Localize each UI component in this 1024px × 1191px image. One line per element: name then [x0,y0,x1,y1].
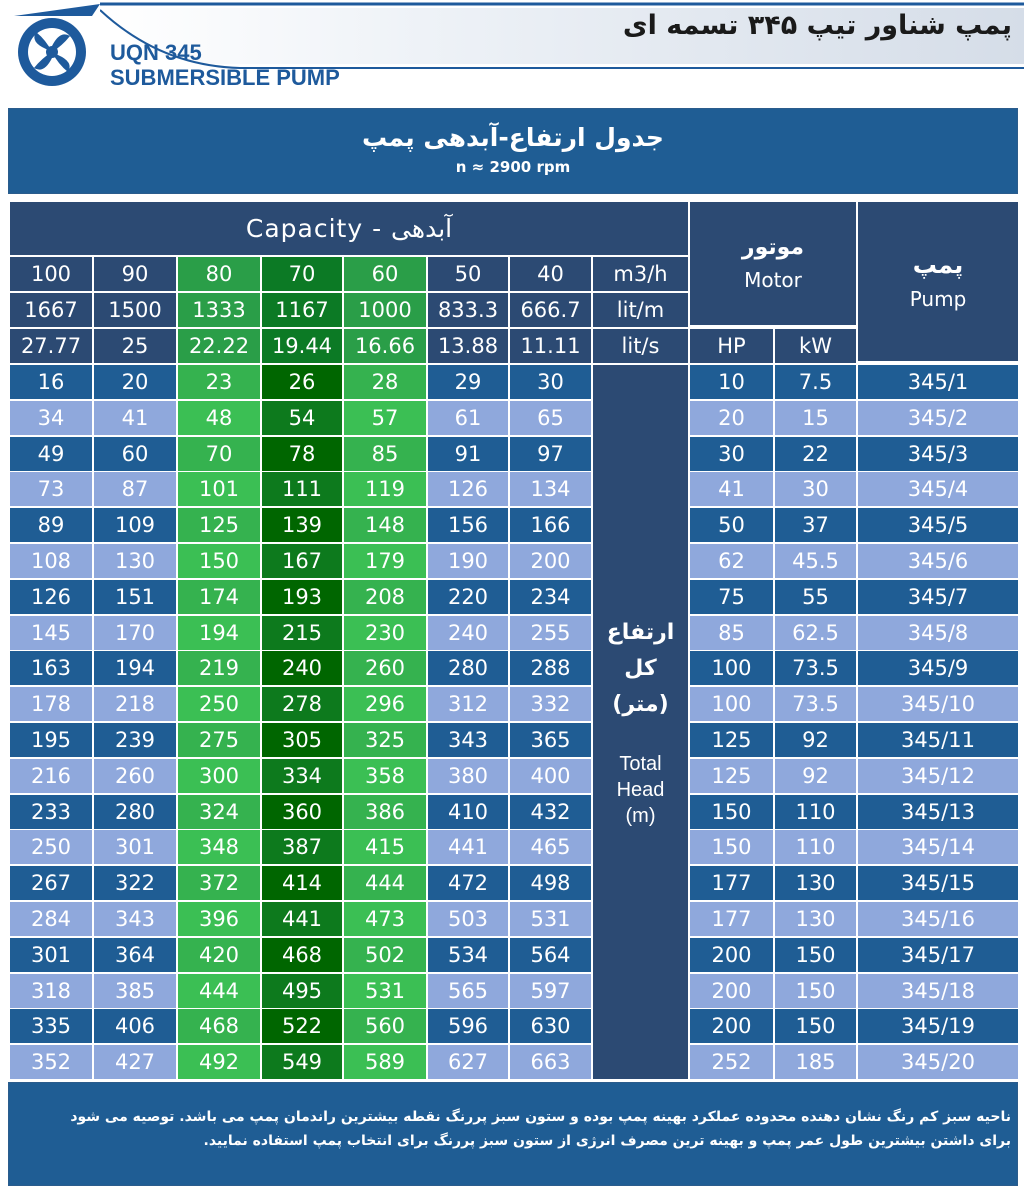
head-value-cell: 193 [262,580,342,614]
head-value-cell: 531 [344,974,426,1008]
head-value-cell: 167 [262,544,342,578]
total-head-en-1: Total [619,753,662,776]
capacity-litm-cell: 1167 [262,293,342,327]
head-value-cell: 472 [428,866,508,900]
head-value-cell: 322 [94,866,176,900]
head-value-cell: 215 [262,616,342,650]
capacity-m3h-cell: 40 [510,257,591,291]
head-value-cell: 275 [178,723,260,757]
head-value-cell: 91 [428,437,508,471]
head-value-cell: 502 [344,938,426,972]
head-value-cell: 415 [344,830,426,864]
head-value-cell: 312 [428,687,508,721]
pump-label-fa: پمپ [912,250,964,279]
head-value-cell: 233 [10,795,92,829]
head-value-cell: 73 [10,472,92,506]
head-value-cell: 174 [178,580,260,614]
head-value-cell: 20 [94,365,176,399]
pump-model-cell: 345/4 [858,472,1018,506]
head-value-cell: 130 [94,544,176,578]
pump-model-cell: 345/8 [858,616,1018,650]
hp-value-cell: 252 [690,1045,773,1079]
pump-model-cell: 345/11 [858,723,1018,757]
head-value-cell: 352 [10,1045,92,1079]
head-value-cell: 301 [10,938,92,972]
head-value-cell: 85 [344,437,426,471]
footer-line-2: برای داشتن بیشترین طول عمر پمپ و بهینه ترین مصرف انرژی از ستون سبز پررنگ برای انتخاب پمپ استفاده نمایید. [203,1133,1011,1149]
kw-value-cell: 37 [775,508,856,542]
pump-header [858,202,1018,361]
head-value-cell: 589 [344,1045,426,1079]
head-value-cell: 301 [94,830,176,864]
head-value-cell: 444 [178,974,260,1008]
head-value-cell: 126 [10,580,92,614]
head-value-cell: 343 [428,723,508,757]
hp-value-cell: 75 [690,580,773,614]
head-value-cell: 300 [178,759,260,793]
head-value-cell: 111 [262,472,342,506]
head-value-cell: 663 [510,1045,591,1079]
motor-label-fa: موتور [741,234,805,260]
head-value-cell: 97 [510,437,591,471]
head-value-cell: 427 [94,1045,176,1079]
head-value-cell: 126 [428,472,508,506]
head-value-cell: 195 [10,723,92,757]
pump-model-cell: 345/1 [858,365,1018,399]
hp-value-cell: 177 [690,902,773,936]
pump-model-cell: 345/6 [858,544,1018,578]
head-value-cell: 630 [510,1009,591,1043]
head-value-cell: 444 [344,866,426,900]
head-value-cell: 78 [262,437,342,471]
hp-value-cell: 125 [690,759,773,793]
capacity-lits-cell: 27.77 [10,329,92,363]
pump-model-cell: 345/17 [858,938,1018,972]
total-head-fa-2: کل [624,656,657,682]
head-value-cell: 597 [510,974,591,1008]
head-value-cell: 387 [262,830,342,864]
unit-litm-label: lit/m [593,293,688,327]
head-value-cell: 134 [510,472,591,506]
pump-model-cell: 345/9 [858,651,1018,685]
head-value-cell: 267 [10,866,92,900]
kw-value-cell: 110 [775,795,856,829]
head-value-cell: 194 [94,651,176,685]
total-head-en-2: Head [616,779,665,802]
head-value-cell: 280 [94,795,176,829]
capacity-lits-cell: 19.44 [262,329,342,363]
head-value-cell: 166 [510,508,591,542]
head-value-cell: 406 [94,1009,176,1043]
footer-note [8,1082,1018,1186]
head-value-cell: 565 [428,974,508,1008]
hp-value-cell: 10 [690,365,773,399]
head-value-cell: 492 [178,1045,260,1079]
kw-value-cell: 92 [775,723,856,757]
head-value-cell: 260 [94,759,176,793]
head-value-cell: 260 [344,651,426,685]
table-title: جدول ارتفاع-آبدهی پمپ [362,123,664,152]
head-value-cell: 410 [428,795,508,829]
kw-value-cell: 30 [775,472,856,506]
capacity-header: Capacity - آبدهی [10,202,688,255]
head-value-cell: 29 [428,365,508,399]
persian-page-title: پمپ شناور تیپ ۳۴۵ تسمه ای [622,10,1012,41]
head-value-cell: 60 [94,437,176,471]
unit-m3h-label: m3/h [593,257,688,291]
head-value-cell: 194 [178,616,260,650]
head-value-cell: 468 [262,938,342,972]
kw-value-cell: 130 [775,902,856,936]
kw-value-cell: 150 [775,974,856,1008]
pump-model-cell: 345/13 [858,795,1018,829]
head-value-cell: 560 [344,1009,426,1043]
head-value-cell: 139 [262,508,342,542]
head-value-cell: 178 [10,687,92,721]
head-value-cell: 441 [262,902,342,936]
head-value-cell: 234 [510,580,591,614]
kw-value-cell: 7.5 [775,365,856,399]
pump-model-cell: 345/10 [858,687,1018,721]
head-value-cell: 465 [510,830,591,864]
capacity-lits-cell: 22.22 [178,329,260,363]
head-value-cell: 148 [344,508,426,542]
pump-model-cell: 345/3 [858,437,1018,471]
head-value-cell: 218 [94,687,176,721]
head-value-cell: 150 [178,544,260,578]
pump-model-cell: 345/16 [858,902,1018,936]
capacity-litm-cell: 833.3 [428,293,508,327]
head-value-cell: 400 [510,759,591,793]
total-head-fa-1: ارتفاع [606,620,675,646]
capacity-m3h-cell: 60 [344,257,426,291]
head-value-cell: 89 [10,508,92,542]
head-value-cell: 396 [178,902,260,936]
head-value-cell: 332 [510,687,591,721]
head-value-cell: 380 [428,759,508,793]
total-head-fa-3: (متر) [612,692,669,718]
head-value-cell: 534 [428,938,508,972]
head-value-cell: 87 [94,472,176,506]
head-value-cell: 119 [344,472,426,506]
head-value-cell: 305 [262,723,342,757]
head-value-cell: 334 [262,759,342,793]
head-value-cell: 34 [10,401,92,435]
head-value-cell: 432 [510,795,591,829]
head-value-cell: 324 [178,795,260,829]
head-value-cell: 28 [344,365,426,399]
head-value-cell: 284 [10,902,92,936]
kw-value-cell: 62.5 [775,616,856,650]
hp-value-cell: 20 [690,401,773,435]
head-value-cell: 335 [10,1009,92,1043]
head-value-cell: 240 [262,651,342,685]
head-value-cell: 41 [94,401,176,435]
head-value-cell: 163 [10,651,92,685]
head-value-cell: 503 [428,902,508,936]
head-value-cell: 230 [344,616,426,650]
capacity-litm-cell: 1333 [178,293,260,327]
head-value-cell: 318 [10,974,92,1008]
pump-label-en: Pump [909,286,967,311]
pump-model-cell: 345/20 [858,1045,1018,1079]
company-logo-icon [8,2,104,94]
capacity-litm-cell: 1000 [344,293,426,327]
kw-value-cell: 73.5 [775,651,856,685]
head-value-cell: 365 [510,723,591,757]
capacity-m3h-cell: 80 [178,257,260,291]
head-value-cell: 208 [344,580,426,614]
head-value-cell: 70 [178,437,260,471]
head-value-cell: 255 [510,616,591,650]
hp-value-cell: 200 [690,1009,773,1043]
hp-header: HP [690,329,773,363]
head-value-cell: 145 [10,616,92,650]
head-value-cell: 179 [344,544,426,578]
pump-model-cell: 345/5 [858,508,1018,542]
head-value-cell: 200 [510,544,591,578]
hp-value-cell: 150 [690,830,773,864]
head-value-cell: 473 [344,902,426,936]
hp-value-cell: 200 [690,938,773,972]
head-value-cell: 325 [344,723,426,757]
head-value-cell: 61 [428,401,508,435]
kw-value-cell: 185 [775,1045,856,1079]
kw-value-cell: 15 [775,401,856,435]
head-value-cell: 495 [262,974,342,1008]
capacity-lits-cell: 25 [94,329,176,363]
page-header [0,0,1024,108]
footer-line-1: ناحیه سبز کم رنگ نشان دهنده محدوده عملکرد بهینه پمپ بوده و ستون سبز پررنگ نقطه بیشترین راندمان پمپ می باشد. توصیه می شود [70,1109,1011,1125]
head-value-cell: 441 [428,830,508,864]
head-value-cell: 531 [510,902,591,936]
head-value-cell: 627 [428,1045,508,1079]
hp-value-cell: 30 [690,437,773,471]
head-value-cell: 65 [510,401,591,435]
kw-value-cell: 130 [775,866,856,900]
pump-model-cell: 345/18 [858,974,1018,1008]
head-value-cell: 386 [344,795,426,829]
capacity-lits-cell: 13.88 [428,329,508,363]
capacity-lits-cell: 11.11 [510,329,591,363]
head-value-cell: 414 [262,866,342,900]
head-value-cell: 364 [94,938,176,972]
capacity-m3h-cell: 70 [262,257,342,291]
head-value-cell: 151 [94,580,176,614]
pump-model-cell: 345/12 [858,759,1018,793]
capacity-litm-cell: 1500 [94,293,176,327]
capacity-litm-cell: 666.7 [510,293,591,327]
pump-model-cell: 345/19 [858,1009,1018,1043]
head-value-cell: 468 [178,1009,260,1043]
total-head-en-3: (m) [625,805,656,828]
head-value-cell: 101 [178,472,260,506]
head-value-cell: 49 [10,437,92,471]
kw-value-cell: 92 [775,759,856,793]
hp-value-cell: 62 [690,544,773,578]
head-value-cell: 250 [10,830,92,864]
capacity-m3h-cell: 50 [428,257,508,291]
motor-label-en: Motor [744,267,802,292]
kw-value-cell: 110 [775,830,856,864]
head-value-cell: 420 [178,938,260,972]
head-value-cell: 498 [510,866,591,900]
hp-value-cell: 177 [690,866,773,900]
head-value-cell: 57 [344,401,426,435]
head-value-cell: 549 [262,1045,342,1079]
head-value-cell: 564 [510,938,591,972]
head-value-cell: 220 [428,580,508,614]
head-value-cell: 278 [262,687,342,721]
kw-value-cell: 150 [775,938,856,972]
kw-value-cell: 150 [775,1009,856,1043]
hp-value-cell: 100 [690,651,773,685]
head-value-cell: 358 [344,759,426,793]
head-value-cell: 48 [178,401,260,435]
head-value-cell: 239 [94,723,176,757]
head-value-cell: 348 [178,830,260,864]
head-value-cell: 288 [510,651,591,685]
unit-lits-label: lit/s [593,329,688,363]
head-value-cell: 54 [262,401,342,435]
head-value-cell: 596 [428,1009,508,1043]
head-value-cell: 216 [10,759,92,793]
model-title [110,40,340,90]
head-value-cell: 343 [94,902,176,936]
pump-performance-table [10,202,1018,1077]
total-head-label [593,365,688,1079]
capacity-lits-cell: 16.66 [344,329,426,363]
head-value-cell: 125 [178,508,260,542]
kw-header: kW [775,329,856,363]
head-value-cell: 170 [94,616,176,650]
capacity-m3h-cell: 90 [94,257,176,291]
model-line-2: SUBMERSIBLE PUMP [110,65,340,90]
hp-value-cell: 125 [690,723,773,757]
kw-value-cell: 22 [775,437,856,471]
pump-model-cell: 345/14 [858,830,1018,864]
head-value-cell: 372 [178,866,260,900]
kw-value-cell: 73.5 [775,687,856,721]
head-value-cell: 26 [262,365,342,399]
table-title-bar [8,108,1018,194]
kw-value-cell: 55 [775,580,856,614]
pump-model-cell: 345/2 [858,401,1018,435]
model-line-1: UQN 345 [110,40,202,65]
hp-value-cell: 150 [690,795,773,829]
speed-label: n ≈ 2900 rpm [455,158,571,176]
hp-value-cell: 50 [690,508,773,542]
head-value-cell: 296 [344,687,426,721]
pump-model-cell: 345/15 [858,866,1018,900]
head-value-cell: 522 [262,1009,342,1043]
hp-value-cell: 200 [690,974,773,1008]
head-value-cell: 385 [94,974,176,1008]
head-value-cell: 108 [10,544,92,578]
head-value-cell: 219 [178,651,260,685]
head-value-cell: 360 [262,795,342,829]
head-value-cell: 190 [428,544,508,578]
head-value-cell: 250 [178,687,260,721]
head-value-cell: 109 [94,508,176,542]
head-value-cell: 23 [178,365,260,399]
motor-header [690,202,856,325]
head-value-cell: 30 [510,365,591,399]
hp-value-cell: 41 [690,472,773,506]
pump-model-cell: 345/7 [858,580,1018,614]
head-value-cell: 156 [428,508,508,542]
hp-value-cell: 100 [690,687,773,721]
head-value-cell: 16 [10,365,92,399]
kw-value-cell: 45.5 [775,544,856,578]
head-value-cell: 280 [428,651,508,685]
head-value-cell: 240 [428,616,508,650]
capacity-litm-cell: 1667 [10,293,92,327]
capacity-m3h-cell: 100 [10,257,92,291]
hp-value-cell: 85 [690,616,773,650]
